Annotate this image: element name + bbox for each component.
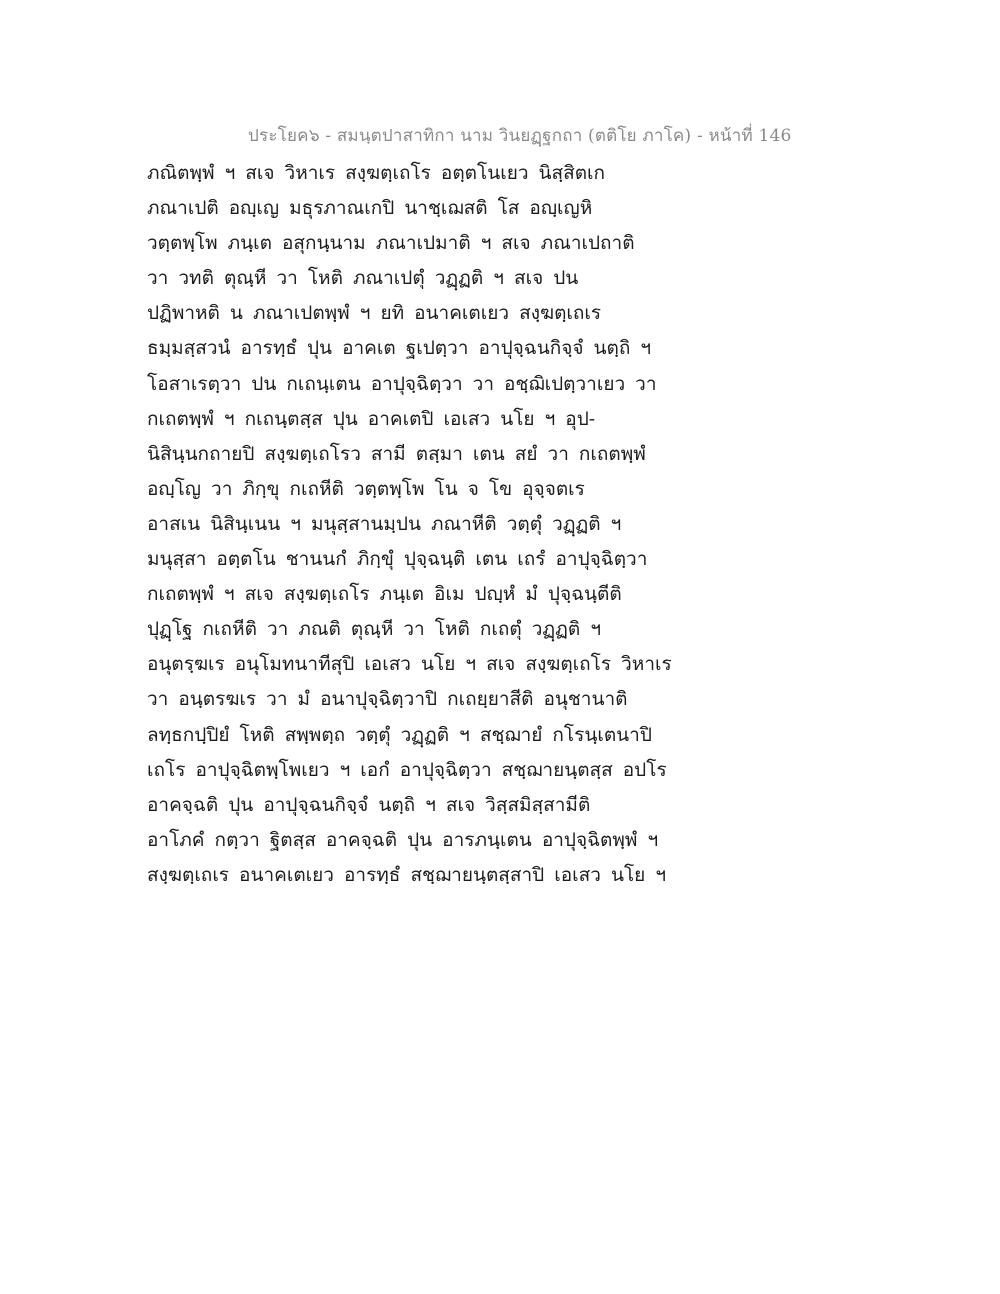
text-line: ปุฏฺโฐ กเถหีติ วา ภณติ ตุณฺหี วา โหติ กเถตุํ วฏฺฏติ ฯ (147, 618, 601, 641)
text-line: กเถตพฺพํ ฯ สเจ สงฺฆตฺเถโร ภนฺเต อิเม ปญฺหํ มํ ปุจฺฉนฺตีติ (147, 583, 622, 606)
text-line: ธมฺมสฺสวนํ อารทฺธํ ปุน อาคเต ฐเปตฺวา อาปุจฺฉนกิจฺจํ นตฺถิ ฯ (147, 337, 652, 360)
running-header: ประโยค๖ - สมนฺตปาสาทิกา นาม วินยฏฺฐกถา (ตติโย ภาโค) - หน้าที่ 146 (248, 126, 792, 146)
text-line: สงฺฆตฺเถเร อนาคเตเยว อารทฺธํ สชฺฌายนฺตสฺสาปิ เอเสว นโย ฯ (147, 863, 667, 886)
text-line: มนุสฺสา อตฺตโน ชานนกํ ภิกฺขุํ ปุจฺฉนฺติ เตน เถรํ อาปุจฺฉิตฺวา (147, 548, 648, 571)
body-text (147, 156, 687, 893)
text-line: อาสเน นิสินฺเนน ฯ มนุสฺสานมฺปน ภณาหีติ วตฺตุํ วฏฺฏติ ฯ (147, 512, 622, 535)
text-line: อญฺโญ วา ภิกฺขุ กเถหีติ วตฺตพฺโพ โน จ โข อุจฺจตเร (147, 477, 585, 500)
text-line: อนุตรฺฆเร อนุโมทนาทีสุปิ เอเสว นโย ฯ สเจ สงฺฆตฺเถโร วิหาเร (147, 653, 672, 676)
text-line: โอสาเรตฺวา ปน กเถนฺเตน อาปุจฺฉิตฺวา วา อชฺฌิเปตฺวาเยว วา (147, 372, 657, 395)
text-line: อาคจฺฉติ ปุน อาปุจฺฉนกิจฺจํ นตฺถิ ฯ สเจ วิสฺสมิสฺสามีติ (147, 793, 591, 816)
text-line: เถโร อาปุจฺฉิตพฺโพเยว ฯ เอกํ อาปุจฺฉิตฺวา สชฺฌายนฺตสฺส อปโร (147, 758, 667, 781)
text-line: อาโภคํ กตฺวา ฐิตสฺส อาคจฺฉติ ปุน อารภนฺเตน อาปุจฺฉิตพฺพํ ฯ (147, 828, 659, 851)
text-line: วา วทติ ตุณฺหี วา โหติ ภณาเปตุํ วฏฺฏติ ฯ สเจ ปน (147, 267, 579, 290)
text-line: ปฏิพาหติ น ภณาเปตพฺพํ ฯ ยทิ อนาคเตเยว สงฺฆตฺเถเร (147, 302, 602, 325)
text-line: กเถตพฺพํ ฯ กเถนฺตสฺส ปุน อาคเตปิ เอเสว นโย ฯ อุป- (147, 407, 596, 430)
text-line: นิสินฺนกถายปิ สงฺฆตฺเถโรว สามี ตสฺมา เตน สยํ วา กเถตพฺพํ (147, 442, 646, 465)
text-line: ภณิตพฺพํ ฯ สเจ วิหาเร สงฺฆตฺเถโร อตฺตโนเยว นิสฺสิตเก (147, 162, 606, 184)
text-line: ภณาเปติ อญฺเญ มธุรภาณเกปิ นาชฺเฌสติ โส อญฺเญหิ (147, 197, 593, 220)
text-line: วตฺตพฺโพ ภนฺเต อสุกนฺนาม ภณาเปมาติ ฯ สเจ ภณาเปถาติ (147, 232, 635, 255)
text-line: วา อนฺตรฆเร วา มํ อนาปุจฺฉิตฺวาปิ กเถยฺยาสีติ อนุชานาติ (147, 688, 628, 711)
text-line: ลทฺธกปฺปิยํ โหติ สพฺพตฺถ วตฺตุํ วฏฺฏติ ฯ สชฺฌายํ กโรนฺเตนาปิ (147, 723, 652, 746)
